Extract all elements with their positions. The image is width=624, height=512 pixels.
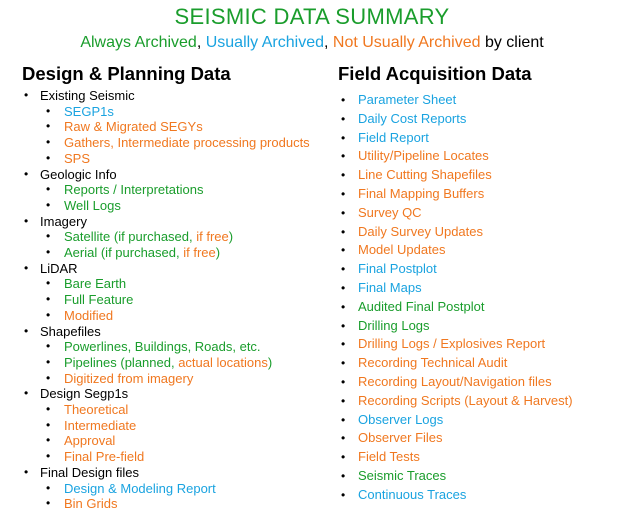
category-imagery: • Imagery bbox=[22, 214, 332, 230]
list-item-theoretical: • Theoretical bbox=[22, 402, 332, 418]
list-item-raw-migrated-segys: • Raw & Migrated SEGYs bbox=[22, 119, 332, 135]
satellite-free-text: if free bbox=[196, 229, 229, 245]
category-final-design-files: • Final Design files bbox=[22, 465, 332, 481]
list-item-powerlines: • Powerlines, Buildings, Roads, etc. bbox=[22, 339, 332, 355]
list-item-observer-files: • Observer Files bbox=[338, 429, 618, 448]
legend-suffix: by client bbox=[480, 34, 544, 51]
list-item-gathers: • Gathers, Intermediate processing products bbox=[22, 135, 332, 151]
list-item-daily-cost-reports: • Daily Cost Reports bbox=[338, 110, 618, 129]
field-acquisition-list bbox=[338, 91, 618, 505]
category-lidar: • LiDAR bbox=[22, 261, 332, 277]
aerial-purchased-text: Aerial (if purchased, bbox=[64, 245, 184, 261]
list-item-audited-final-postplot: • Audited Final Postplot bbox=[338, 298, 618, 317]
design-planning-heading: Design & Planning Data bbox=[22, 63, 231, 84]
satellite-purchased-text: Satellite (if purchased, bbox=[64, 229, 197, 245]
list-item-design-modeling-report: • Design & Modeling Report bbox=[22, 481, 332, 497]
list-item-digitized: • Digitized from imagery bbox=[22, 371, 332, 387]
category-geologic-info: • Geologic Info bbox=[22, 167, 332, 183]
list-item-final-mapping-buffers: • Final Mapping Buffers bbox=[338, 185, 618, 204]
legend-separator: , bbox=[324, 34, 333, 51]
category-existing-seismic: • Existing Seismic bbox=[22, 88, 332, 104]
list-item-line-cutting-shapefiles: • Line Cutting Shapefiles bbox=[338, 166, 618, 185]
list-item-pipelines bbox=[22, 355, 332, 371]
pipelines-close-paren: ) bbox=[267, 354, 273, 370]
legend-always-archived: Always Archived bbox=[80, 34, 197, 51]
list-item-parameter-sheet: • Parameter Sheet bbox=[338, 91, 618, 110]
list-item-drilling-logs: • Drilling Logs bbox=[338, 317, 618, 336]
list-item-field-report: • Field Report bbox=[338, 129, 618, 148]
list-item-modified: • Modified bbox=[22, 308, 332, 324]
design-planning-list bbox=[22, 88, 332, 512]
list-item-recording-layout-navigation: • Recording Layout/Navigation files bbox=[338, 373, 618, 392]
field-acquisition-heading: Field Acquisition Data bbox=[338, 63, 532, 84]
list-item-recording-scripts: • Recording Scripts (Layout & Harvest) bbox=[338, 392, 618, 411]
legend-not-usually-archived: Not Usually Archived bbox=[332, 34, 481, 51]
list-item-final-maps: • Final Maps bbox=[338, 279, 618, 298]
list-item-survey-qc: • Survey QC bbox=[338, 204, 618, 223]
list-item-bare-earth: • Bare Earth bbox=[22, 276, 332, 292]
list-item-intermediate: • Intermediate bbox=[22, 418, 332, 434]
aerial-close-paren: ) bbox=[215, 245, 221, 261]
pipelines-actual-text: actual locations bbox=[178, 354, 268, 370]
list-item-utility-pipeline-locates: • Utility/Pipeline Locates bbox=[338, 147, 618, 166]
list-item-final-postplot: • Final Postplot bbox=[338, 260, 618, 279]
list-item-reports-interpretations: • Reports / Interpretations bbox=[22, 182, 332, 198]
legend-separator: , bbox=[196, 34, 206, 51]
list-item-drilling-logs-explosives: • Drilling Logs / Explosives Report bbox=[338, 335, 618, 354]
list-item-approval: • Approval bbox=[22, 433, 332, 449]
satellite-close-paren: ) bbox=[228, 229, 234, 245]
page-title: SEISMIC DATA SUMMARY bbox=[174, 4, 450, 29]
list-item-seismic-traces: • Seismic Traces bbox=[338, 467, 618, 486]
list-item-well-logs: • Well Logs bbox=[22, 198, 332, 214]
pipelines-planned-text: Pipelines (planned, bbox=[64, 354, 179, 370]
list-item-satellite bbox=[22, 229, 332, 245]
legend-usually-archived: Usually Archived bbox=[205, 34, 324, 51]
list-item-continuous-traces: • Continuous Traces bbox=[338, 486, 618, 505]
list-item-model-updates: • Model Updates bbox=[338, 241, 618, 260]
list-item-full-feature: • Full Feature bbox=[22, 292, 332, 308]
list-item-bin-grids: • Bin Grids bbox=[22, 496, 332, 512]
list-item-recording-technical-audit: • Recording Technical Audit bbox=[338, 354, 618, 373]
list-item-segp1s: • SEGP1s bbox=[22, 104, 332, 120]
category-shapefiles: • Shapefiles bbox=[22, 324, 332, 340]
list-item-sps: • SPS bbox=[22, 151, 332, 167]
list-item-final-pre-field: • Final Pre-field bbox=[22, 449, 332, 465]
category-design-segp1s: • Design Segp1s bbox=[22, 386, 332, 402]
archive-legend bbox=[0, 34, 624, 52]
list-item-observer-logs: • Observer Logs bbox=[338, 411, 618, 430]
aerial-free-text: if free bbox=[183, 245, 216, 261]
list-item-daily-survey-updates: • Daily Survey Updates bbox=[338, 223, 618, 242]
list-item-aerial bbox=[22, 245, 332, 261]
list-item-field-tests: • Field Tests bbox=[338, 448, 618, 467]
